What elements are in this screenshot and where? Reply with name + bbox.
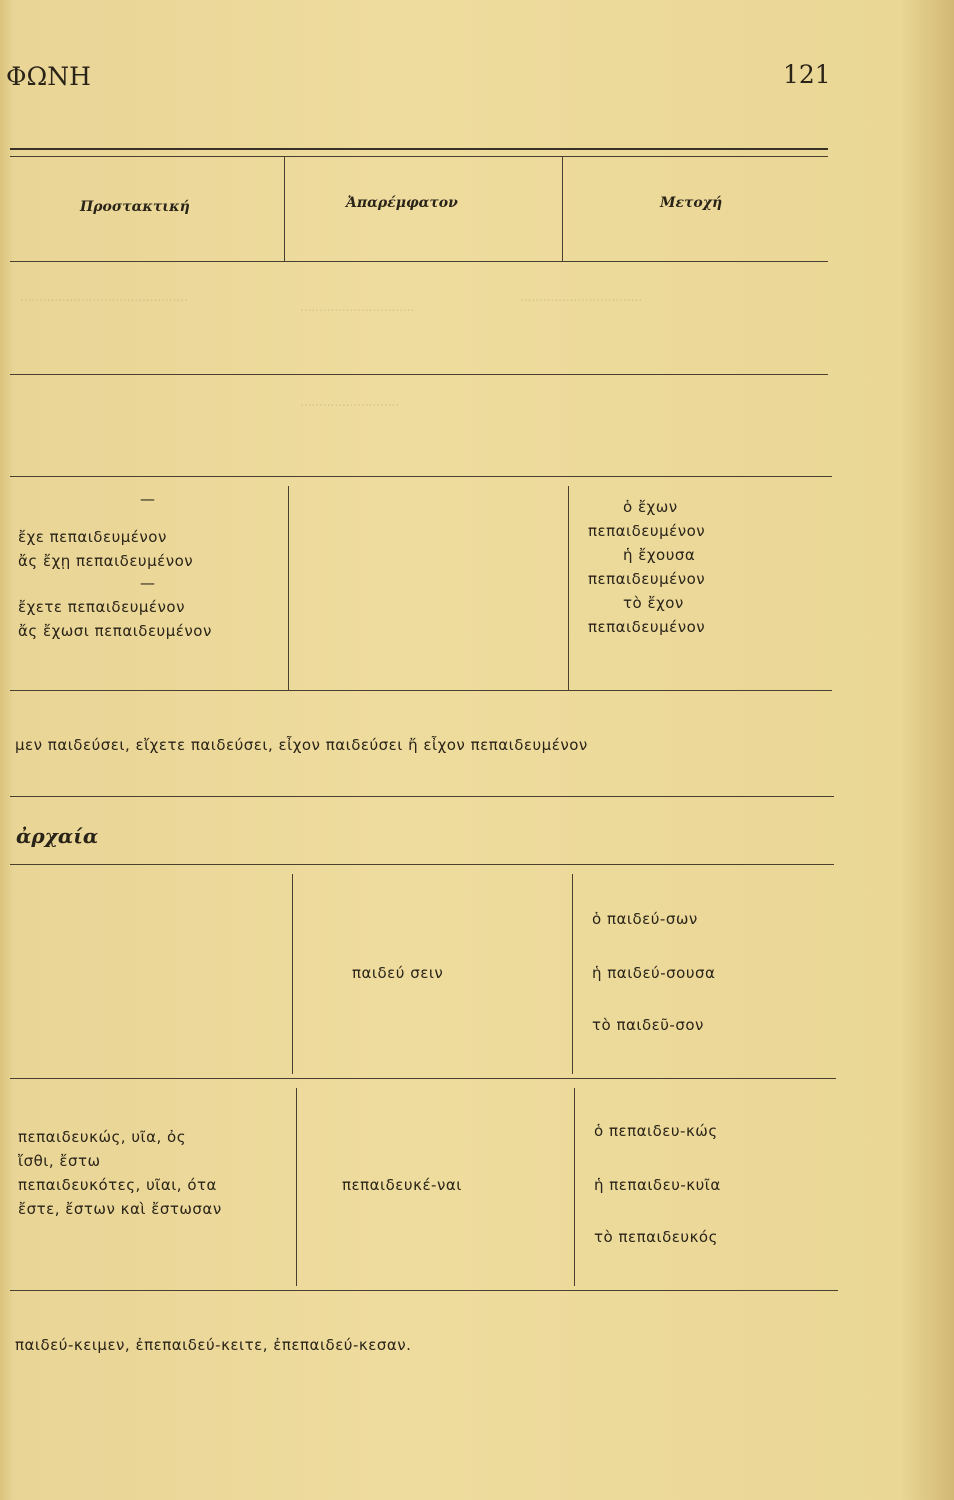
- participle-line: ὁ παιδεύ-σων: [592, 910, 698, 928]
- participle-line: τὸ πεπαιδευκός: [594, 1228, 718, 1246]
- imperative-line: πεπαιδευκώς, υῖα, ὀς: [18, 1128, 186, 1146]
- page-number: 121: [783, 60, 831, 89]
- bleed-through-text: ..........................: [300, 395, 400, 409]
- section-rule: [10, 796, 834, 797]
- column-divider: [292, 874, 293, 1074]
- infinitive-value: πεπαιδευκέ-ναι: [342, 1176, 462, 1194]
- row-rule: [10, 690, 832, 691]
- column-divider: [284, 157, 285, 261]
- dash: —: [140, 490, 156, 508]
- row-rule: [10, 1078, 836, 1079]
- imperative-line: ἔστε, ἔστων καὶ ἔστωσαν: [18, 1200, 222, 1218]
- participle-line: ἡ ἔχουσα: [623, 546, 696, 564]
- column-header-infinitive: Ἀπαρέμφατον: [346, 195, 458, 211]
- column-divider: [296, 1088, 297, 1286]
- running-title: ΦΩΝΗ: [6, 62, 91, 91]
- participle-line: ἡ πεπαιδευ-κυῖα: [594, 1176, 721, 1194]
- column-header-imperative: Προστακτική: [80, 199, 190, 215]
- participle-line: ἡ παιδεύ-σουσα: [592, 964, 716, 982]
- column-header-participle: Μετοχή: [660, 195, 723, 211]
- imperative-line: πεπαιδευκότες, υῖαι, ότα: [18, 1176, 217, 1194]
- top-rule-thin: [10, 156, 828, 157]
- column-divider: [568, 486, 569, 690]
- imperative-line: ἴσθι, ἔστω: [18, 1152, 101, 1170]
- participle-line: τὸ ἔχον: [623, 594, 684, 612]
- row-rule: [10, 374, 828, 375]
- section-rule: [10, 864, 834, 865]
- bleed-through-text: ................................: [520, 290, 643, 304]
- row-rule: [10, 476, 832, 477]
- bleed-through-text: ............................................: [20, 290, 188, 304]
- column-divider: [574, 1088, 575, 1286]
- imperative-line: ἔχετε πεπαιδευμένον: [18, 598, 185, 616]
- column-divider: [288, 486, 289, 690]
- participle-line: πεπαιδευμένον: [588, 570, 706, 588]
- column-divider: [572, 874, 573, 1074]
- infinitive-value: παιδεύ σειν: [352, 964, 444, 982]
- header-rule: [10, 261, 828, 262]
- top-rule: [10, 148, 828, 150]
- section-heading-ancient: ἀρχαία: [16, 824, 99, 848]
- column-divider: [562, 157, 563, 261]
- imperative-line: ἔχε πεπαιδευμένον: [18, 528, 167, 546]
- pluperfect-ancient-line: παιδεύ-κειμεν, ἐπεπαιδεύ-κειτε, ἐπεπαιδεύ-κεσαν.: [15, 1336, 412, 1354]
- pluperfect-line: μεν παιδεύσει, εἴχετε παιδεύσει, εἶχον παιδεύσει ἤ εἶχον πεπαιδευμένον: [15, 736, 588, 754]
- participle-line: πεπαιδευμένον: [588, 618, 706, 636]
- row-rule: [10, 1290, 838, 1291]
- participle-line: τὸ παιδεῦ-σον: [592, 1016, 704, 1034]
- participle-line: ὁ ἔχων: [623, 498, 678, 516]
- participle-line: ὁ πεπαιδευ-κώς: [594, 1122, 718, 1140]
- imperative-line: ἄς ἔχῃ πεπαιδευμένον: [18, 552, 194, 570]
- bleed-through-text: ..............................: [300, 300, 415, 314]
- participle-line: πεπαιδευμένον: [588, 522, 706, 540]
- dash: —: [140, 574, 156, 592]
- imperative-line: ἄς ἔχωσι πεπαιδευμένον: [18, 622, 212, 640]
